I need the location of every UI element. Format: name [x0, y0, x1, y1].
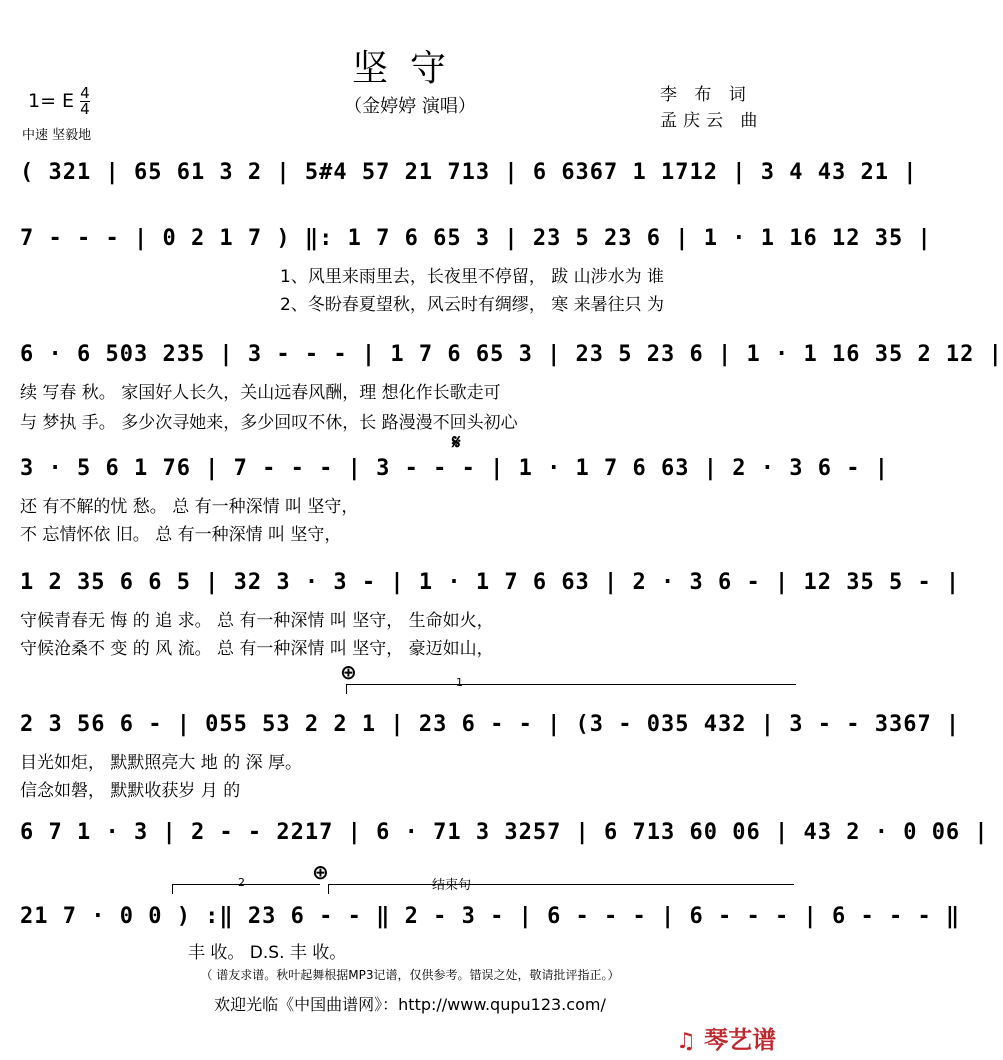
- score-row-4: 3 · 5 6 1 76 | 7 - - - | 3 - - - | 1 · 1 7 6 63 | 2 · 3 6 - |: [20, 456, 889, 481]
- volta-1-label: 1: [456, 676, 463, 689]
- score-row-5: 1 2 35 6 6 5 | 32 3 · 3 - | 1 · 1 7 6 63 | 2 · 3 6 - | 12 35 5 - |: [20, 570, 961, 595]
- time-top: 4: [80, 84, 90, 102]
- volta-2-bracket: [172, 884, 320, 885]
- volta-1-bracket: [346, 684, 796, 685]
- brand-text: 琴艺谱: [704, 1026, 777, 1054]
- key-text: 1= E: [28, 90, 75, 112]
- brand-logo: [676, 1020, 776, 1055]
- segno-sign: 𝄋: [452, 430, 461, 454]
- key-signature: [28, 86, 90, 117]
- transcription-note: （ 谱友求谱。秋叶起舞根据MP3记谱，仅供参考。错误之处，敬请批评指正。）: [200, 968, 620, 982]
- volta-1-tick: [346, 684, 347, 694]
- score-row-2: 7 - - - | 0 2 1 7 ) ‖: 1 7 6 65 3 | 23 5 23 6 | 1 · 1 16 12 35 |: [20, 226, 932, 251]
- score-row-3: 6 · 6 503 235 | 3 - - - | 1 7 6 65 3 | 23 5 23 6 | 1 · 1 16 35 2 12 |: [20, 342, 1003, 367]
- composer: 孟庆云 曲: [660, 111, 764, 131]
- lyric-row-6-verse-1: 目光如炬， 默默照亮大 地 的 深 厚。: [20, 753, 303, 773]
- page-title: 坚守: [351, 48, 468, 89]
- brand-icon: ♫: [676, 1029, 696, 1054]
- time-bottom: 4: [80, 100, 90, 118]
- site-link[interactable]: 欢迎光临《中国曲谱网》：http://www.qupu123.com/: [214, 995, 606, 1014]
- lyric-row-3-verse-2: 与 梦执 手。 多少次寻她来，多少回叹不休，长 路漫漫不回头初心: [20, 413, 518, 433]
- lyric-row-4-verse-1: 还 有不解的忧 愁。 总 有一种深情 叫 坚守，: [20, 497, 359, 517]
- volta-2-tick: [172, 884, 173, 894]
- lyric-row-6-verse-2: 信念如磐， 默默收获岁 月 的: [20, 781, 241, 801]
- score-row-1: ( 321 | 65 61 3 2 | 5#4 57 21 713 | 6 6367 1 1712 | 3 4 43 21 |: [20, 160, 918, 185]
- score-row-6: 2 3 56 6 - | 055 53 2 2 1 | 23 6 - - | (3 - 035 432 | 3 - - 3367 |: [20, 712, 961, 737]
- score-row-8: 21 7 · 0 0 ) :‖ 23 6 - - ‖ 2 - 3 - | 6 - - - | 6 - - - | 6 - - - ‖: [20, 904, 961, 929]
- time-signature: [80, 86, 90, 117]
- lyric-row-2-verse-2: 2、冬盼春夏望秋，风云时有绸缪， 寒 来暑往只 为: [280, 295, 665, 315]
- lyric-row-3-verse-1: 续 写春 秋。 家国好人长久，关山远春风酬，理 想化作长歌走可: [20, 383, 501, 403]
- lyric-row-2-verse-1: 1、风里来雨里去，长夜里不停留， 跋 山涉水为 谁: [280, 267, 665, 287]
- ending-tick: [328, 884, 329, 894]
- ending-label: 结束句: [432, 878, 472, 893]
- ending-bracket: [328, 884, 794, 885]
- lyricist: 李 布 词: [660, 85, 752, 105]
- subtitle: （金婷婷 演唱）: [344, 96, 476, 117]
- lyric-row-4-verse-2: 不 忘情怀依 旧。 总 有一种深情 叫 坚守，: [20, 525, 342, 545]
- score-row-7: 6 7 1 · 3 | 2 - - 2217 | 6 · 71 3 3257 | 6 713 60 06 | 43 2 · 0 06 |: [20, 820, 989, 845]
- volta-2-label: 2: [238, 876, 245, 889]
- coda-sign-1: ⊕: [340, 660, 357, 684]
- lyric-row-5-verse-1: 守候青春无 悔 的 追 求。 总 有一种深情 叫 坚守， 生命如火，: [20, 611, 494, 631]
- coda-sign-2: ⊕: [312, 860, 329, 884]
- lyric-row-8: 丰 收。 D.S. 丰 收。: [188, 943, 347, 963]
- lyric-row-5-verse-2: 守候沧桑不 变 的 风 流。 总 有一种深情 叫 坚守， 豪迈如山，: [20, 639, 494, 659]
- tempo-marking: 中速 坚毅地: [22, 128, 92, 143]
